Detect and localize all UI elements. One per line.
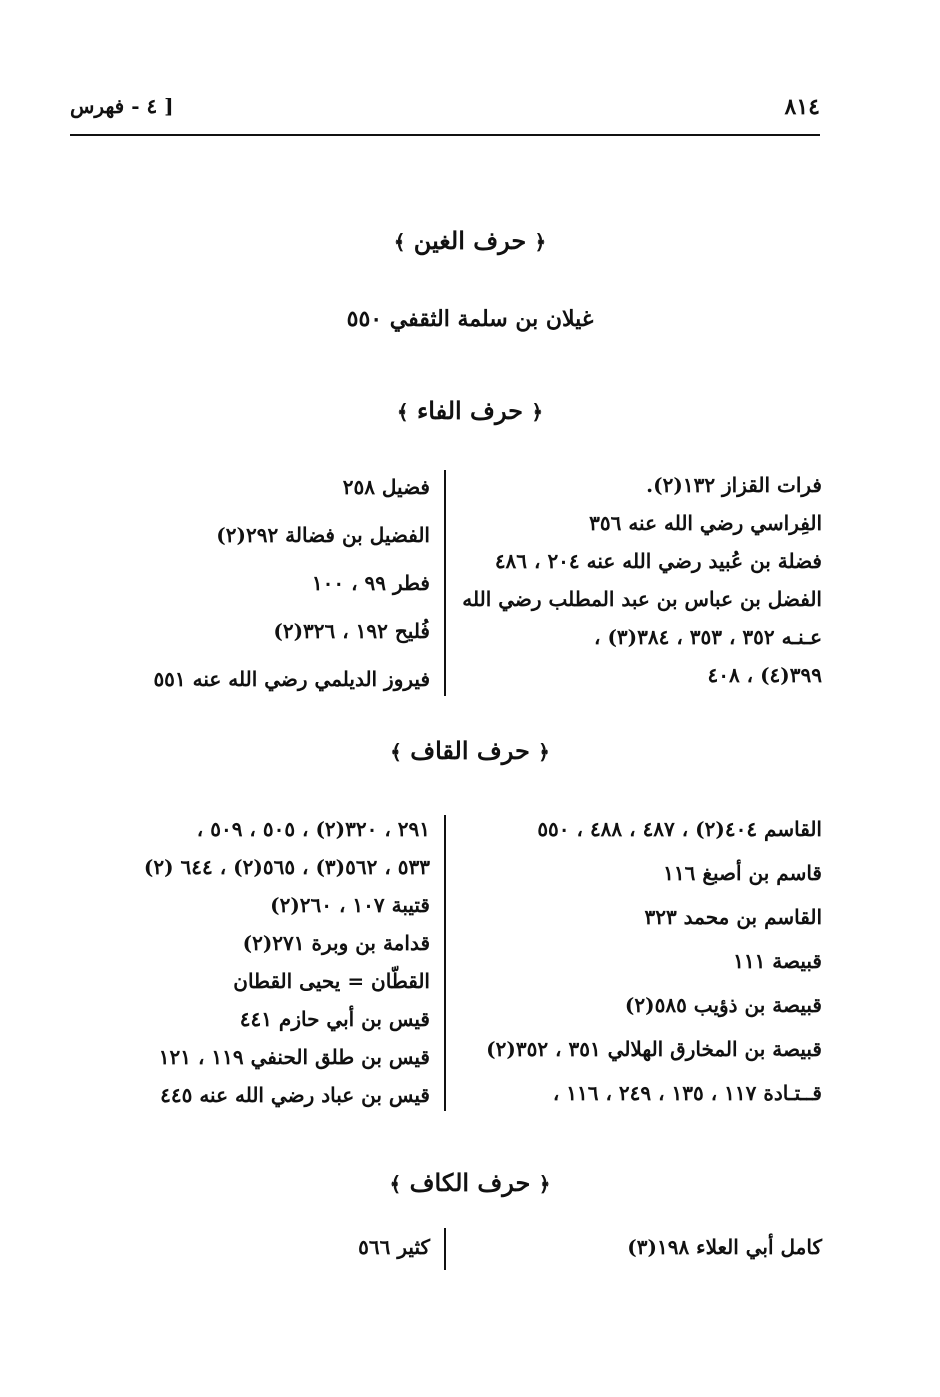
section-title-text: حرف الفاء xyxy=(416,396,524,425)
index-entry: الفضيل بن فضالة ٢٩٢(٢) xyxy=(216,523,430,547)
left-column-qaf xyxy=(50,810,430,1114)
section-title-qaf xyxy=(0,736,940,765)
index-entry: فرات القزاز ١٣٢(٢). xyxy=(646,473,822,497)
ornament-left-icon: ﴾ xyxy=(389,1172,402,1196)
index-entry: ٣٩٩(٤) ، ٤٠٨ xyxy=(707,663,822,687)
index-entry: كامل أبي العلاء ١٩٨(٣) xyxy=(627,1235,822,1259)
ornament-left-icon: ﴾ xyxy=(393,230,406,254)
ornament-right-icon: ﴿ xyxy=(531,400,544,424)
index-entry: قبيصة بن المخارق الهلالي ٣٥١ ، ٣٥٢(٢) xyxy=(486,1037,822,1061)
index-entry: الفضل بن عباس بن عبد المطلب رضي الله xyxy=(462,587,822,611)
index-entry: فضلة بن عُبيد رضي الله عنه ٢٠٤ ، ٤٨٦ xyxy=(494,549,822,573)
left-column-fa xyxy=(70,468,430,708)
section-title-kaf xyxy=(0,1168,940,1197)
index-entry: القاسم بن محمد ٣٢٣ xyxy=(644,905,822,929)
section-title-fa xyxy=(0,396,940,425)
section-title-text: حرف القاف xyxy=(410,736,530,765)
ornament-right-icon: ﴿ xyxy=(538,1172,551,1196)
right-column-qaf xyxy=(462,810,822,1118)
page-header xyxy=(70,88,820,128)
ornament-left-icon: ﴾ xyxy=(390,740,402,764)
column-divider xyxy=(444,470,446,696)
index-entry: القطّان = يحيى القطان xyxy=(233,969,430,993)
left-column-kaf xyxy=(70,1228,430,1266)
column-divider xyxy=(444,1228,446,1270)
ornament-right-icon: ﴿ xyxy=(534,230,547,254)
page-number: ٨١٤ xyxy=(784,94,820,120)
index-entry: قيس بن عباد رضي الله عنه ٤٤٥ xyxy=(160,1083,430,1107)
index-entry: كثير ٥٦٦ xyxy=(358,1235,430,1259)
index-entry: فضيل ٢٥٨ xyxy=(342,475,430,499)
index-entry: قيس بن طلق الحنفي ١١٩ ، ١٢١ xyxy=(158,1045,430,1069)
index-entry: قتيبة ١٠٧ ، ٢٦٠(٢) xyxy=(270,893,430,917)
index-entry: قبيصة بن ذؤيب ٥٨٥(٢) xyxy=(624,993,822,1017)
index-entry: ٢٩١ ، ٣٢٠(٢) ، ٥٠٥ ، ٥٠٩ ، xyxy=(196,817,430,841)
ornament-left-icon: ﴾ xyxy=(396,400,409,424)
index-entry: الفِراسي رضي الله عنه ٣٥٦ xyxy=(589,511,822,535)
index-entry: قبيصة ١١١ xyxy=(733,949,822,973)
running-head: [ ٤ - فهرس xyxy=(70,94,174,118)
header-rule xyxy=(70,134,820,136)
index-entry: ٥٣٣ ، ٥٦٢(٣) ، ٥٦٥(٢) ، ٦٤٤ (٢) xyxy=(143,855,430,879)
section-title-text: حرف الغين xyxy=(413,226,527,255)
right-column-kaf xyxy=(462,1228,822,1266)
index-entry: قــتـادة ١١٧ ، ١٣٥ ، ٢٤٩ ، ١١٦ ، xyxy=(552,1081,822,1105)
section-title-ghain xyxy=(0,226,940,255)
index-entry: فطر ٩٩ ، ١٠٠ xyxy=(311,571,430,595)
index-entry: قيس بن أبي حازم ٤٤١ xyxy=(239,1007,430,1031)
index-entry: عـنـه ٣٥٢ ، ٣٥٣ ، ٣٨٤(٣) ، xyxy=(594,625,822,649)
index-entry: قدامة بن وبرة ٢٧١(٢) xyxy=(242,931,430,955)
index-entry: فُليح ١٩٢ ، ٣٢٦(٢) xyxy=(273,619,430,643)
column-divider xyxy=(444,815,446,1111)
ornament-right-icon: ﴿ xyxy=(538,740,550,764)
index-entry: فيروز الديلمي رضي الله عنه ٥٥١ xyxy=(153,667,430,691)
right-column-fa xyxy=(462,466,822,694)
index-entry: قاسم بن أصبغ ١١٦ xyxy=(663,861,822,885)
index-entry: القاسم ٤٠٤(٢) ، ٤٨٧ ، ٤٨٨ ، ٥٥٠ xyxy=(537,817,822,841)
index-entry: غيلان بن سلمة الثقفي ٥٥٠ xyxy=(346,306,594,332)
section-title-text: حرف الكاف xyxy=(409,1168,531,1197)
